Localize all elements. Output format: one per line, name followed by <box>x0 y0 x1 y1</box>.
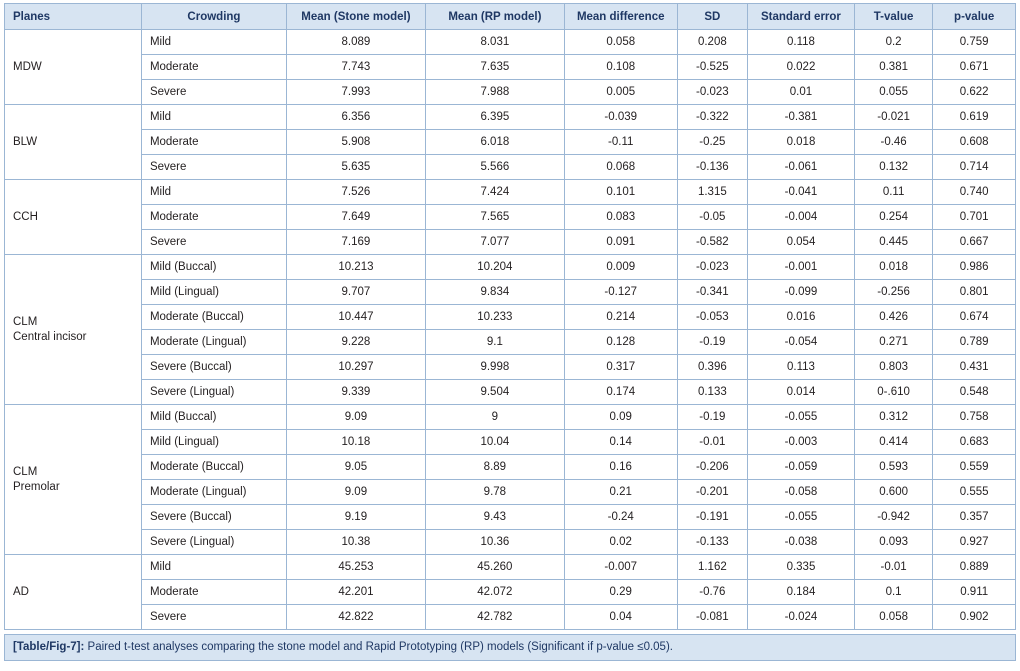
cell-mean-rp: 9.1 <box>425 330 564 355</box>
cell-mean-rp: 6.395 <box>425 105 564 130</box>
cell-sd: -0.133 <box>677 530 747 555</box>
cell-sd: -0.191 <box>677 505 747 530</box>
cell-sd: -0.05 <box>677 205 747 230</box>
caption-label: [Table/Fig-7]: <box>13 641 85 653</box>
cell-crowding: Severe (Lingual) <box>141 530 286 555</box>
cell-mean-stone: 9.05 <box>286 455 425 480</box>
cell-crowding: Moderate <box>141 205 286 230</box>
table-caption <box>4 634 1016 661</box>
cell-mean-difference: 0.09 <box>564 405 677 430</box>
cell-mean-rp: 6.018 <box>425 130 564 155</box>
cell-mean-rp: 42.782 <box>425 605 564 630</box>
cell-mean-stone: 7.743 <box>286 55 425 80</box>
cell-mean-rp: 9.998 <box>425 355 564 380</box>
cell-crowding: Mild (Lingual) <box>141 280 286 305</box>
cell-p-value: 0.671 <box>933 55 1016 80</box>
cell-mean-rp: 7.635 <box>425 55 564 80</box>
cell-mean-rp: 42.072 <box>425 580 564 605</box>
cell-standard-error: -0.038 <box>748 530 855 555</box>
cell-sd: -0.081 <box>677 605 747 630</box>
cell-mean-rp: 9.504 <box>425 380 564 405</box>
cell-t-value: 0.254 <box>854 205 933 230</box>
cell-p-value: 0.911 <box>933 580 1016 605</box>
cell-crowding: Moderate <box>141 55 286 80</box>
table-row <box>5 405 1016 430</box>
cell-t-value: 0.058 <box>854 605 933 630</box>
cell-standard-error: -0.059 <box>748 455 855 480</box>
cell-mean-rp: 7.077 <box>425 230 564 255</box>
cell-p-value: 0.559 <box>933 455 1016 480</box>
cell-standard-error: 0.01 <box>748 80 855 105</box>
cell-mean-stone: 6.356 <box>286 105 425 130</box>
cell-sd: 0.133 <box>677 380 747 405</box>
cell-crowding: Severe (Buccal) <box>141 505 286 530</box>
table-row <box>5 555 1016 580</box>
cell-mean-rp: 45.260 <box>425 555 564 580</box>
cell-standard-error: 0.118 <box>748 30 855 55</box>
cell-p-value: 0.902 <box>933 605 1016 630</box>
cell-mean-stone: 7.169 <box>286 230 425 255</box>
cell-crowding: Moderate (Lingual) <box>141 480 286 505</box>
cell-mean-stone: 9.707 <box>286 280 425 305</box>
cell-sd: -0.582 <box>677 230 747 255</box>
cell-mean-rp: 5.566 <box>425 155 564 180</box>
cell-p-value: 0.927 <box>933 530 1016 555</box>
cell-plane: CLM Central incisor <box>5 255 142 405</box>
cell-t-value: 0.414 <box>854 430 933 455</box>
cell-t-value: 0.593 <box>854 455 933 480</box>
cell-plane: CLM Premolar <box>5 405 142 555</box>
cell-crowding: Moderate (Buccal) <box>141 455 286 480</box>
cell-mean-stone: 10.38 <box>286 530 425 555</box>
cell-mean-rp: 10.04 <box>425 430 564 455</box>
cell-mean-rp: 10.36 <box>425 530 564 555</box>
cell-p-value: 0.986 <box>933 255 1016 280</box>
cell-mean-difference: 0.108 <box>564 55 677 80</box>
column-header-t-value: T-value <box>854 4 933 30</box>
table-row <box>5 480 1016 505</box>
cell-mean-stone: 10.18 <box>286 430 425 455</box>
cell-standard-error: -0.054 <box>748 330 855 355</box>
cell-mean-rp: 8.031 <box>425 30 564 55</box>
cell-crowding: Mild <box>141 30 286 55</box>
cell-mean-difference: 0.14 <box>564 430 677 455</box>
cell-p-value: 0.740 <box>933 180 1016 205</box>
table-row <box>5 505 1016 530</box>
table-row <box>5 355 1016 380</box>
cell-mean-difference: 0.101 <box>564 180 677 205</box>
cell-crowding: Severe <box>141 155 286 180</box>
cell-sd: -0.053 <box>677 305 747 330</box>
table-row <box>5 80 1016 105</box>
cell-t-value: -0.256 <box>854 280 933 305</box>
cell-t-value: 0.381 <box>854 55 933 80</box>
cell-mean-difference: 0.04 <box>564 605 677 630</box>
cell-t-value: 0.132 <box>854 155 933 180</box>
cell-t-value: -0.021 <box>854 105 933 130</box>
table-row <box>5 180 1016 205</box>
cell-standard-error: 0.014 <box>748 380 855 405</box>
table-row <box>5 605 1016 630</box>
cell-plane: MDW <box>5 30 142 105</box>
cell-mean-stone: 8.089 <box>286 30 425 55</box>
cell-t-value: 0-.610 <box>854 380 933 405</box>
cell-standard-error: -0.381 <box>748 105 855 130</box>
cell-sd: 0.396 <box>677 355 747 380</box>
cell-mean-stone: 10.213 <box>286 255 425 280</box>
table-row <box>5 530 1016 555</box>
cell-crowding: Mild (Buccal) <box>141 255 286 280</box>
column-header-mean-stone: Mean (Stone model) <box>286 4 425 30</box>
cell-t-value: 0.11 <box>854 180 933 205</box>
cell-crowding: Severe (Lingual) <box>141 380 286 405</box>
cell-mean-stone: 5.635 <box>286 155 425 180</box>
cell-mean-difference: 0.009 <box>564 255 677 280</box>
cell-sd: 1.162 <box>677 555 747 580</box>
cell-crowding: Severe (Buccal) <box>141 355 286 380</box>
cell-t-value: 0.093 <box>854 530 933 555</box>
cell-crowding: Mild (Buccal) <box>141 405 286 430</box>
cell-crowding: Mild (Lingual) <box>141 430 286 455</box>
cell-crowding: Mild <box>141 180 286 205</box>
table-row <box>5 130 1016 155</box>
cell-p-value: 0.789 <box>933 330 1016 355</box>
cell-mean-stone: 10.297 <box>286 355 425 380</box>
cell-standard-error: 0.018 <box>748 130 855 155</box>
cell-mean-difference: 0.128 <box>564 330 677 355</box>
cell-standard-error: 0.113 <box>748 355 855 380</box>
cell-t-value: 0.2 <box>854 30 933 55</box>
cell-standard-error: 0.016 <box>748 305 855 330</box>
table-row <box>5 55 1016 80</box>
cell-mean-stone: 7.526 <box>286 180 425 205</box>
cell-p-value: 0.622 <box>933 80 1016 105</box>
cell-crowding: Mild <box>141 555 286 580</box>
cell-standard-error: 0.184 <box>748 580 855 605</box>
cell-sd: -0.01 <box>677 430 747 455</box>
cell-mean-difference: 0.21 <box>564 480 677 505</box>
cell-sd: 0.208 <box>677 30 747 55</box>
cell-t-value: -0.01 <box>854 555 933 580</box>
cell-mean-stone: 9.228 <box>286 330 425 355</box>
cell-mean-difference: 0.29 <box>564 580 677 605</box>
cell-sd: 1.315 <box>677 180 747 205</box>
cell-mean-difference: 0.16 <box>564 455 677 480</box>
cell-mean-difference: 0.068 <box>564 155 677 180</box>
cell-mean-rp: 7.424 <box>425 180 564 205</box>
cell-sd: -0.76 <box>677 580 747 605</box>
cell-standard-error: -0.099 <box>748 280 855 305</box>
cell-crowding: Moderate (Buccal) <box>141 305 286 330</box>
cell-standard-error: 0.022 <box>748 55 855 80</box>
cell-p-value: 0.667 <box>933 230 1016 255</box>
table-row <box>5 430 1016 455</box>
cell-mean-difference: 0.005 <box>564 80 677 105</box>
column-header-sd: SD <box>677 4 747 30</box>
cell-crowding: Severe <box>141 230 286 255</box>
cell-standard-error: -0.003 <box>748 430 855 455</box>
table-row <box>5 280 1016 305</box>
cell-mean-rp: 10.204 <box>425 255 564 280</box>
cell-mean-rp: 8.89 <box>425 455 564 480</box>
cell-mean-stone: 9.339 <box>286 380 425 405</box>
cell-sd: -0.525 <box>677 55 747 80</box>
cell-t-value: 0.018 <box>854 255 933 280</box>
cell-mean-stone: 7.993 <box>286 80 425 105</box>
cell-sd: -0.023 <box>677 80 747 105</box>
cell-p-value: 0.619 <box>933 105 1016 130</box>
cell-t-value: 0.1 <box>854 580 933 605</box>
cell-standard-error: -0.024 <box>748 605 855 630</box>
cell-mean-stone: 42.201 <box>286 580 425 605</box>
paired-t-test-table <box>4 3 1016 630</box>
cell-p-value: 0.889 <box>933 555 1016 580</box>
cell-crowding: Moderate <box>141 130 286 155</box>
table-row <box>5 580 1016 605</box>
cell-mean-rp: 7.988 <box>425 80 564 105</box>
cell-mean-difference: 0.058 <box>564 30 677 55</box>
cell-crowding: Severe <box>141 605 286 630</box>
cell-p-value: 0.674 <box>933 305 1016 330</box>
column-header-mean-rp: Mean (RP model) <box>425 4 564 30</box>
cell-mean-difference: -0.007 <box>564 555 677 580</box>
cell-sd: -0.322 <box>677 105 747 130</box>
column-header-p-value: p-value <box>933 4 1016 30</box>
cell-mean-stone: 5.908 <box>286 130 425 155</box>
table-row <box>5 380 1016 405</box>
cell-p-value: 0.701 <box>933 205 1016 230</box>
cell-mean-stone: 9.09 <box>286 480 425 505</box>
cell-mean-stone: 45.253 <box>286 555 425 580</box>
cell-t-value: 0.312 <box>854 405 933 430</box>
cell-mean-difference: -0.24 <box>564 505 677 530</box>
cell-p-value: 0.431 <box>933 355 1016 380</box>
cell-crowding: Severe <box>141 80 286 105</box>
cell-p-value: 0.759 <box>933 30 1016 55</box>
cell-mean-difference: 0.174 <box>564 380 677 405</box>
cell-mean-rp: 9 <box>425 405 564 430</box>
cell-t-value: 0.445 <box>854 230 933 255</box>
cell-t-value: -0.46 <box>854 130 933 155</box>
cell-sd: -0.341 <box>677 280 747 305</box>
cell-standard-error: -0.055 <box>748 405 855 430</box>
column-header-crowding: Crowding <box>141 4 286 30</box>
cell-sd: -0.206 <box>677 455 747 480</box>
cell-mean-difference: 0.02 <box>564 530 677 555</box>
cell-crowding: Mild <box>141 105 286 130</box>
cell-standard-error: 0.054 <box>748 230 855 255</box>
table-row <box>5 205 1016 230</box>
cell-mean-stone: 9.09 <box>286 405 425 430</box>
cell-plane: AD <box>5 555 142 630</box>
table-row <box>5 230 1016 255</box>
cell-mean-stone: 7.649 <box>286 205 425 230</box>
cell-p-value: 0.683 <box>933 430 1016 455</box>
table-row <box>5 105 1016 130</box>
cell-mean-rp: 9.834 <box>425 280 564 305</box>
cell-p-value: 0.714 <box>933 155 1016 180</box>
cell-p-value: 0.608 <box>933 130 1016 155</box>
cell-crowding: Moderate (Lingual) <box>141 330 286 355</box>
cell-p-value: 0.801 <box>933 280 1016 305</box>
cell-standard-error: 0.335 <box>748 555 855 580</box>
table-row <box>5 305 1016 330</box>
cell-crowding: Moderate <box>141 580 286 605</box>
cell-mean-rp: 9.78 <box>425 480 564 505</box>
cell-mean-difference: 0.317 <box>564 355 677 380</box>
cell-mean-stone: 10.447 <box>286 305 425 330</box>
cell-mean-stone: 42.822 <box>286 605 425 630</box>
column-header-standard-error: Standard error <box>748 4 855 30</box>
cell-standard-error: -0.061 <box>748 155 855 180</box>
cell-sd: -0.023 <box>677 255 747 280</box>
cell-standard-error: -0.001 <box>748 255 855 280</box>
cell-mean-rp: 10.233 <box>425 305 564 330</box>
cell-standard-error: -0.058 <box>748 480 855 505</box>
table-row <box>5 455 1016 480</box>
cell-mean-stone: 9.19 <box>286 505 425 530</box>
cell-standard-error: -0.055 <box>748 505 855 530</box>
cell-standard-error: -0.004 <box>748 205 855 230</box>
cell-plane: CCH <box>5 180 142 255</box>
cell-t-value: 0.271 <box>854 330 933 355</box>
cell-sd: -0.19 <box>677 405 747 430</box>
cell-t-value: 0.803 <box>854 355 933 380</box>
cell-t-value: 0.055 <box>854 80 933 105</box>
cell-sd: -0.19 <box>677 330 747 355</box>
cell-plane: BLW <box>5 105 142 180</box>
cell-mean-difference: 0.091 <box>564 230 677 255</box>
cell-sd: -0.25 <box>677 130 747 155</box>
cell-t-value: 0.600 <box>854 480 933 505</box>
cell-t-value: 0.426 <box>854 305 933 330</box>
cell-p-value: 0.758 <box>933 405 1016 430</box>
cell-p-value: 0.548 <box>933 380 1016 405</box>
cell-mean-difference: 0.083 <box>564 205 677 230</box>
cell-mean-rp: 7.565 <box>425 205 564 230</box>
table-row <box>5 155 1016 180</box>
column-header-planes: Planes <box>5 4 142 30</box>
cell-mean-rp: 9.43 <box>425 505 564 530</box>
cell-sd: -0.201 <box>677 480 747 505</box>
table-header <box>5 4 1016 30</box>
caption-text: Paired t-test analyses comparing the stone model and Rapid Prototyping (RP) models (Significant if p-value ≤0.05). <box>84 641 673 653</box>
cell-mean-difference: -0.11 <box>564 130 677 155</box>
table-row <box>5 255 1016 280</box>
cell-mean-difference: -0.127 <box>564 280 677 305</box>
cell-t-value: -0.942 <box>854 505 933 530</box>
table-row <box>5 30 1016 55</box>
table-body <box>5 30 1016 630</box>
column-header-mean-difference: Mean difference <box>564 4 677 30</box>
table-row <box>5 330 1016 355</box>
cell-mean-difference: 0.214 <box>564 305 677 330</box>
cell-p-value: 0.555 <box>933 480 1016 505</box>
cell-mean-difference: -0.039 <box>564 105 677 130</box>
cell-sd: -0.136 <box>677 155 747 180</box>
table-header-row <box>5 4 1016 30</box>
cell-p-value: 0.357 <box>933 505 1016 530</box>
cell-standard-error: -0.041 <box>748 180 855 205</box>
